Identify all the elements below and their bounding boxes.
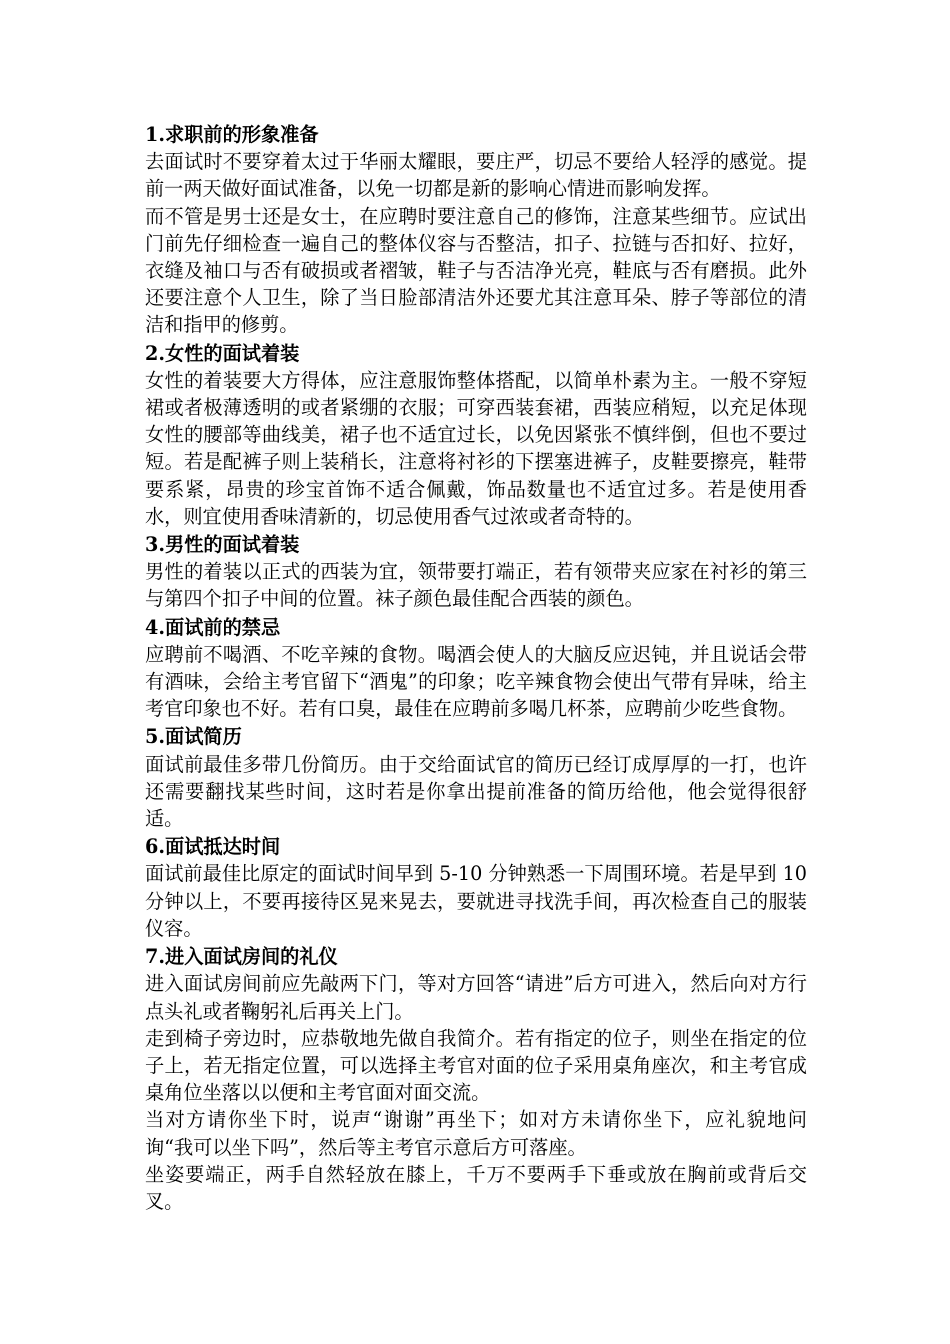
paragraph: 女性的着装要大方得体，应注意服饰整体搭配，以简单朴素为主。一般不穿短裙或者极薄透明的或者紧绷的衣服；可穿西装套裙，西装应稍短，以充足体现女性的腰部等曲线美，裙子也不适宜过长，以免因紧张不慎绊倒，但也不要过短。若是配裤子则上装稍长，注意将衬衫的下摆塞进裤子，皮鞋要擦亮，鞋带要系紧，昂贵的珍宝首饰不适合佩戴，饰品数量也不适宜过多。若是使用香水，则宜使用香味清新的，切忌使用香气过浓或者奇特的。 [145,368,807,528]
section-heading: 6.面试抵达时间 [145,835,281,859]
paragraph: 坐姿要端正，两手自然轻放在膝上，千万不要两手下垂或放在胸前或背后交叉。 [145,1162,807,1213]
section-5 [145,722,807,832]
section-1 [145,120,807,339]
section-7 [145,942,807,1215]
section-6 [145,832,807,942]
section-heading: 4.面试前的禁忌 [145,615,281,639]
section-heading: 1.求职前的形象准备 [145,123,319,146]
section-heading: 7.进入面试房间的礼仪 [145,945,338,969]
paragraph: 面试前最佳多带几份简历。由于交给面试官的简历已经订成厚厚的一打，也许还需要翻找某些时间，这时若是你拿出提前准备的简历给他，他会觉得很舒适。 [145,752,807,831]
section-3 [145,530,807,613]
document-body [145,120,807,1215]
paragraph: 当对方请你坐下时，说声“谢谢”再坐下；如对方未请你坐下，应礼貌地问询“我可以坐下吗”，然后等主考官示意后方可落座。 [145,1108,807,1159]
section-heading: 3.男性的面试着装 [145,533,300,557]
paragraph: 男性的着装以正式的西装为宜，领带要打端正，若有领带夹应家在衬衫的第三与第四个扣子中间的位置。袜子颜色最佳配合西装的颜色。 [145,560,807,611]
section-2 [145,339,807,530]
section-heading: 5.面试简历 [145,725,242,749]
paragraph: 走到椅子旁边时，应恭敬地先做自我简介。若有指定的位子，则坐在指定的位子上，若无指定位置，可以选择主考官对面的位子采用桌角座次，和主考官成桌角位坐落以以便和主考官面对面交流。 [145,1026,807,1105]
paragraph: 应聘前不喝酒、不吃辛辣的食物。喝酒会使人的大脑反应迟钝，并且说话会带有酒味，会给主考官留下“酒鬼”的印象；吃辛辣食物会使出气带有异味，给主考官印象也不好。若有口臭，最佳在应聘前多喝几杯茶，应聘前少吃些食物。 [145,642,807,721]
paragraph: 面试前最佳比原定的面试时间早到 5-10 分钟熟悉一下周围环境。若是早到 10 分钟以上，不要再接待区晃来晃去，要就进寻找洗手间，再次检查自己的服装仪容。 [145,862,807,940]
paragraph: 而不管是男士还是女士，在应聘时要注意自己的修饰，注意某些细节。应试出门前先仔细检查一遍自己的整体仪容与否整洁，扣子、拉链与否扣好、拉好，衣缝及袖口与否有破损或者褶皱，鞋子与否洁净光亮，鞋底与否有磨损。此外还要注意个人卫生，除了当日脸部清洁外还要尤其注意耳朵、脖子等部位的清洁和指甲的修剪。 [145,204,807,337]
paragraph: 进入面试房间前应先敲两下门，等对方回答“请进”后方可进入，然后向对方行点头礼或者鞠躬礼后再关上门。 [145,972,807,1023]
paragraph: 去面试时不要穿着太过于华丽太耀眼，要庄严，切忌不要给人轻浮的感觉。提前一两天做好面试准备，以免一切都是新的影响心情进而影响发挥。 [145,150,807,201]
section-heading: 2.女性的面试着装 [145,341,300,365]
section-4 [145,613,807,723]
